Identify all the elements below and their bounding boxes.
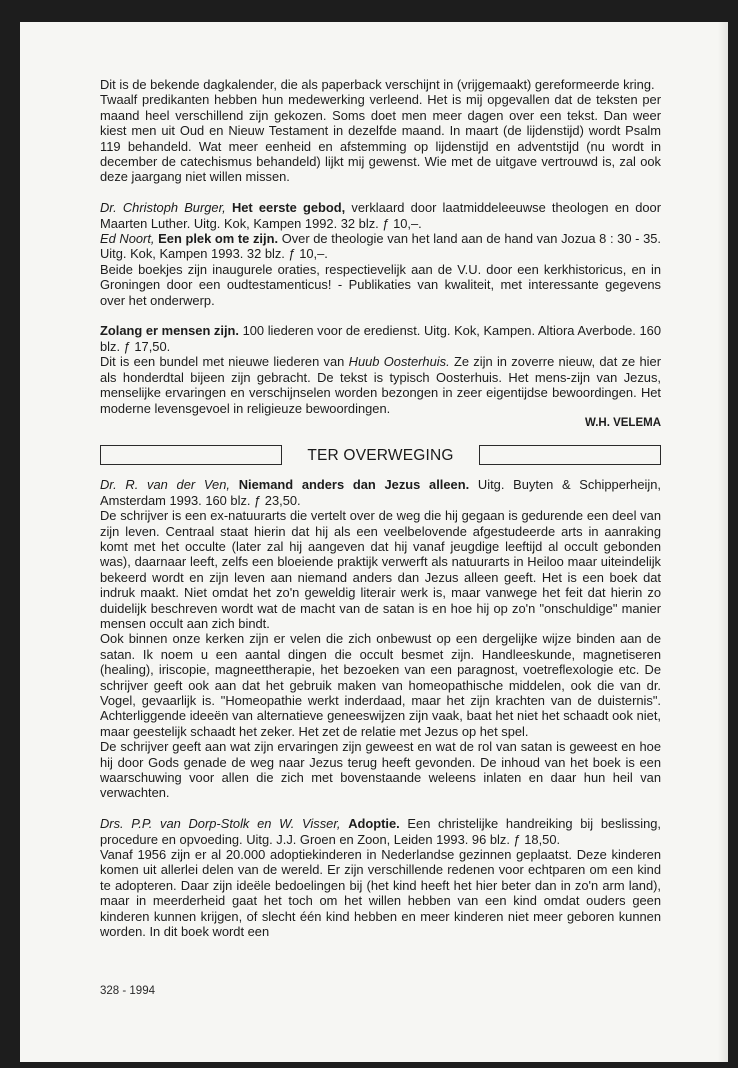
review-burger (100, 200, 661, 231)
section-rule-left (100, 445, 282, 465)
review-body: De schrijver geeft aan wat zijn ervaringen zijn geweest en wat de rol van satan is geweest en hoe hij door Gods genade de weg naar Jezus terug heeft gevonden. De inhoud van het boek is een waarschuwing voor allen die zich met bovenstaande weleens inlaten en daar hun heil van verwachten. (100, 739, 661, 801)
page-edge-shade (718, 22, 728, 1062)
review-author: Drs. P.P. van Dorp-Stolk en W. Visser, (100, 816, 341, 832)
book-page (20, 22, 728, 1062)
intro-paragraph: Twaalf predikanten hebben hun medewerking verleend. Het is mij opgevallen dat de teksten per maand heel verschillend zijn gekozen. Soms doet men meer dagen over een tekst. Dan weer kiest men uit Oud en Nieuw Testament in dezelfde maand. In maart (de lijdenstijd) wordt Psalm 119 behandeld. Wat meer eenheid en afstemming op lijdenstijd en adventstijd (nu wordt in december de catechismus behandeld) lijkt mij gewenst. Wie met de uitgave vertrouwd is, zal ook deze jaargang niet willen missen. (100, 92, 661, 185)
review-adoptie (100, 816, 661, 847)
review-body-text: Dit is een bundel met nieuwe liederen van (100, 354, 349, 370)
review-details: Over de theologie van het land aan de hand van Jozua 8 : 30 - 35. Uitg. Kok, Kampen 1993. 32 blz. ƒ 10,–. (100, 231, 662, 262)
review-author: Dr. Christoph Burger, (100, 200, 226, 216)
review-title: Niemand anders dan Jezus alleen. (238, 477, 470, 493)
review-body-text: Ze zijn in zoverre nieuw, dat ze hier als honderdtal bijeen zijn gebracht. De tekst is typisch Oosterhuis. Het mens-zijn van Jezus, menselijke ervaringen en verschijnselen worden bezongen in zeer eigentijdse bewoordingen. Het moderne levensgevoel in religieuze bewoordingen. (100, 354, 662, 416)
review-body: Beide boekjes zijn inaugurele oraties, respectievelijk aan de V.U. door een kerkhistoricus, en in Groningen door een oudtestamenticus! - Publikaties van kwaliteit, met interessante gegevens over het onderwerp. (100, 261, 661, 308)
review-details: Uitg. Buyten & Schipperheijn, Amsterdam 1993. 160 blz. ƒ 23,50. (100, 477, 661, 508)
review-body: Vanaf 1956 zijn er al 20.000 adoptiekinderen in Nederlandse gezinnen geplaatst. Deze kinderen komen uit allerlei delen van de wereld. Er zijn verschillende redenen voor echtparen om een kind te adopteren. Daar zijn ideële bedoelingen bij (het kind heeft het hier beter dan in zo'n arm land), maar in meerderheid gaat het toch om het willen hebben van een kind omdat ouders geen kinderen kunnen krijgen, of slecht één kind hebben en meer kinderen niet meer geboren kunnen worden. In dit boek wordt een (100, 847, 661, 940)
review-zolang (100, 323, 661, 354)
review-title: Adoptie. (348, 816, 400, 832)
page-number: 328 - 1994 (100, 985, 155, 997)
review-title: Zolang er mensen zijn. (100, 323, 239, 339)
intro-paragraph: Dit is de bekende dagkalender, die als paperback verschijnt in (vrijgemaakt) gereformeerde kring. (100, 77, 655, 92)
poet-name: Huub Oosterhuis. (348, 354, 450, 370)
review-details: verklaard door laatmiddeleeuwse theologen en door Maarten Luther. Uitg. Kok, Kampen 1992. 32 blz. ƒ 10,–. (100, 200, 661, 231)
review-body: Ook binnen onze kerken zijn er velen die zich onbewust op een dergelijke wijze binden aan de satan. Ik noem u een aantal dingen die occult besmet zijn. Handleeskunde, magnetiseren (healing), iriscopie, magneettherapie, het bezoeken van een paragnost, voetreflexologie etc. De schrijver geeft ook aan dat het gebruik maken van homeopathische middelen, ook die van dr. Vogel, gevaarlijk is. "Homeopathie werkt inderdaad, maar het zijn krachten van de duisternis". Achterliggende ideeën van alternatieve geneeswijzen zijn vaak, baat het niet het schaadt ook niet, maar geestelijk schaadt het zeker. Het zet de relatie met Jezus op het spel. (100, 631, 661, 739)
review-details: Een christelijke handreiking bij beslissing, procedure en opvoeding. Uitg. J.J. Groen en Zoon, Leiden 1993. 96 blz. ƒ 18,50. (100, 816, 662, 847)
review-noort (100, 231, 661, 262)
section-header (100, 443, 661, 467)
review-vanderven (100, 477, 661, 508)
review-title: Het eerste gebod, (231, 200, 346, 216)
review-author: Ed Noort, (100, 231, 155, 247)
review-details: 100 liederen voor de eredienst. Uitg. Kok, Kampen. Altiora Averbode. 160 blz. ƒ 17,50. (100, 323, 661, 354)
review-author: Dr. R. van der Ven, (100, 477, 230, 493)
section-rule-right (479, 445, 661, 465)
page-text (100, 77, 661, 939)
signature: W.H. VELEMA (584, 416, 661, 429)
section-title: TER OVERWEGING (307, 446, 454, 464)
review-body: De schrijver is een ex-natuurarts die vertelt over de weg die hij gegaan is gedurende een deel van zijn leven. Centraal staat hierin dat hij als een veelbelovende afgestudeerde arts in aanraking komt met het occulte (later zal hij aangeven dat hij vanaf jeugdige leeftijd al occult gebonden was), daarnaar leeft, zelfs een bloeiende praktijk verwerft als natuurarts in Heiloo maar uiteindelijk bekeerd wordt en zijn leven aan niemand anders dan Jezus alleen geeft. Het is een boek dat indruk maakt. Niet omdat het zo'n geweldig literair werk is, maar vanwege het feit dat hierin zo duidelijk beschreven wordt wat de macht van de satan is en hoe hij op zo'n "onschuldige" manier mensen occult aan zich bindt. (100, 508, 661, 631)
review-title: Een plek om te zijn. (158, 231, 279, 247)
review-body (100, 354, 661, 416)
